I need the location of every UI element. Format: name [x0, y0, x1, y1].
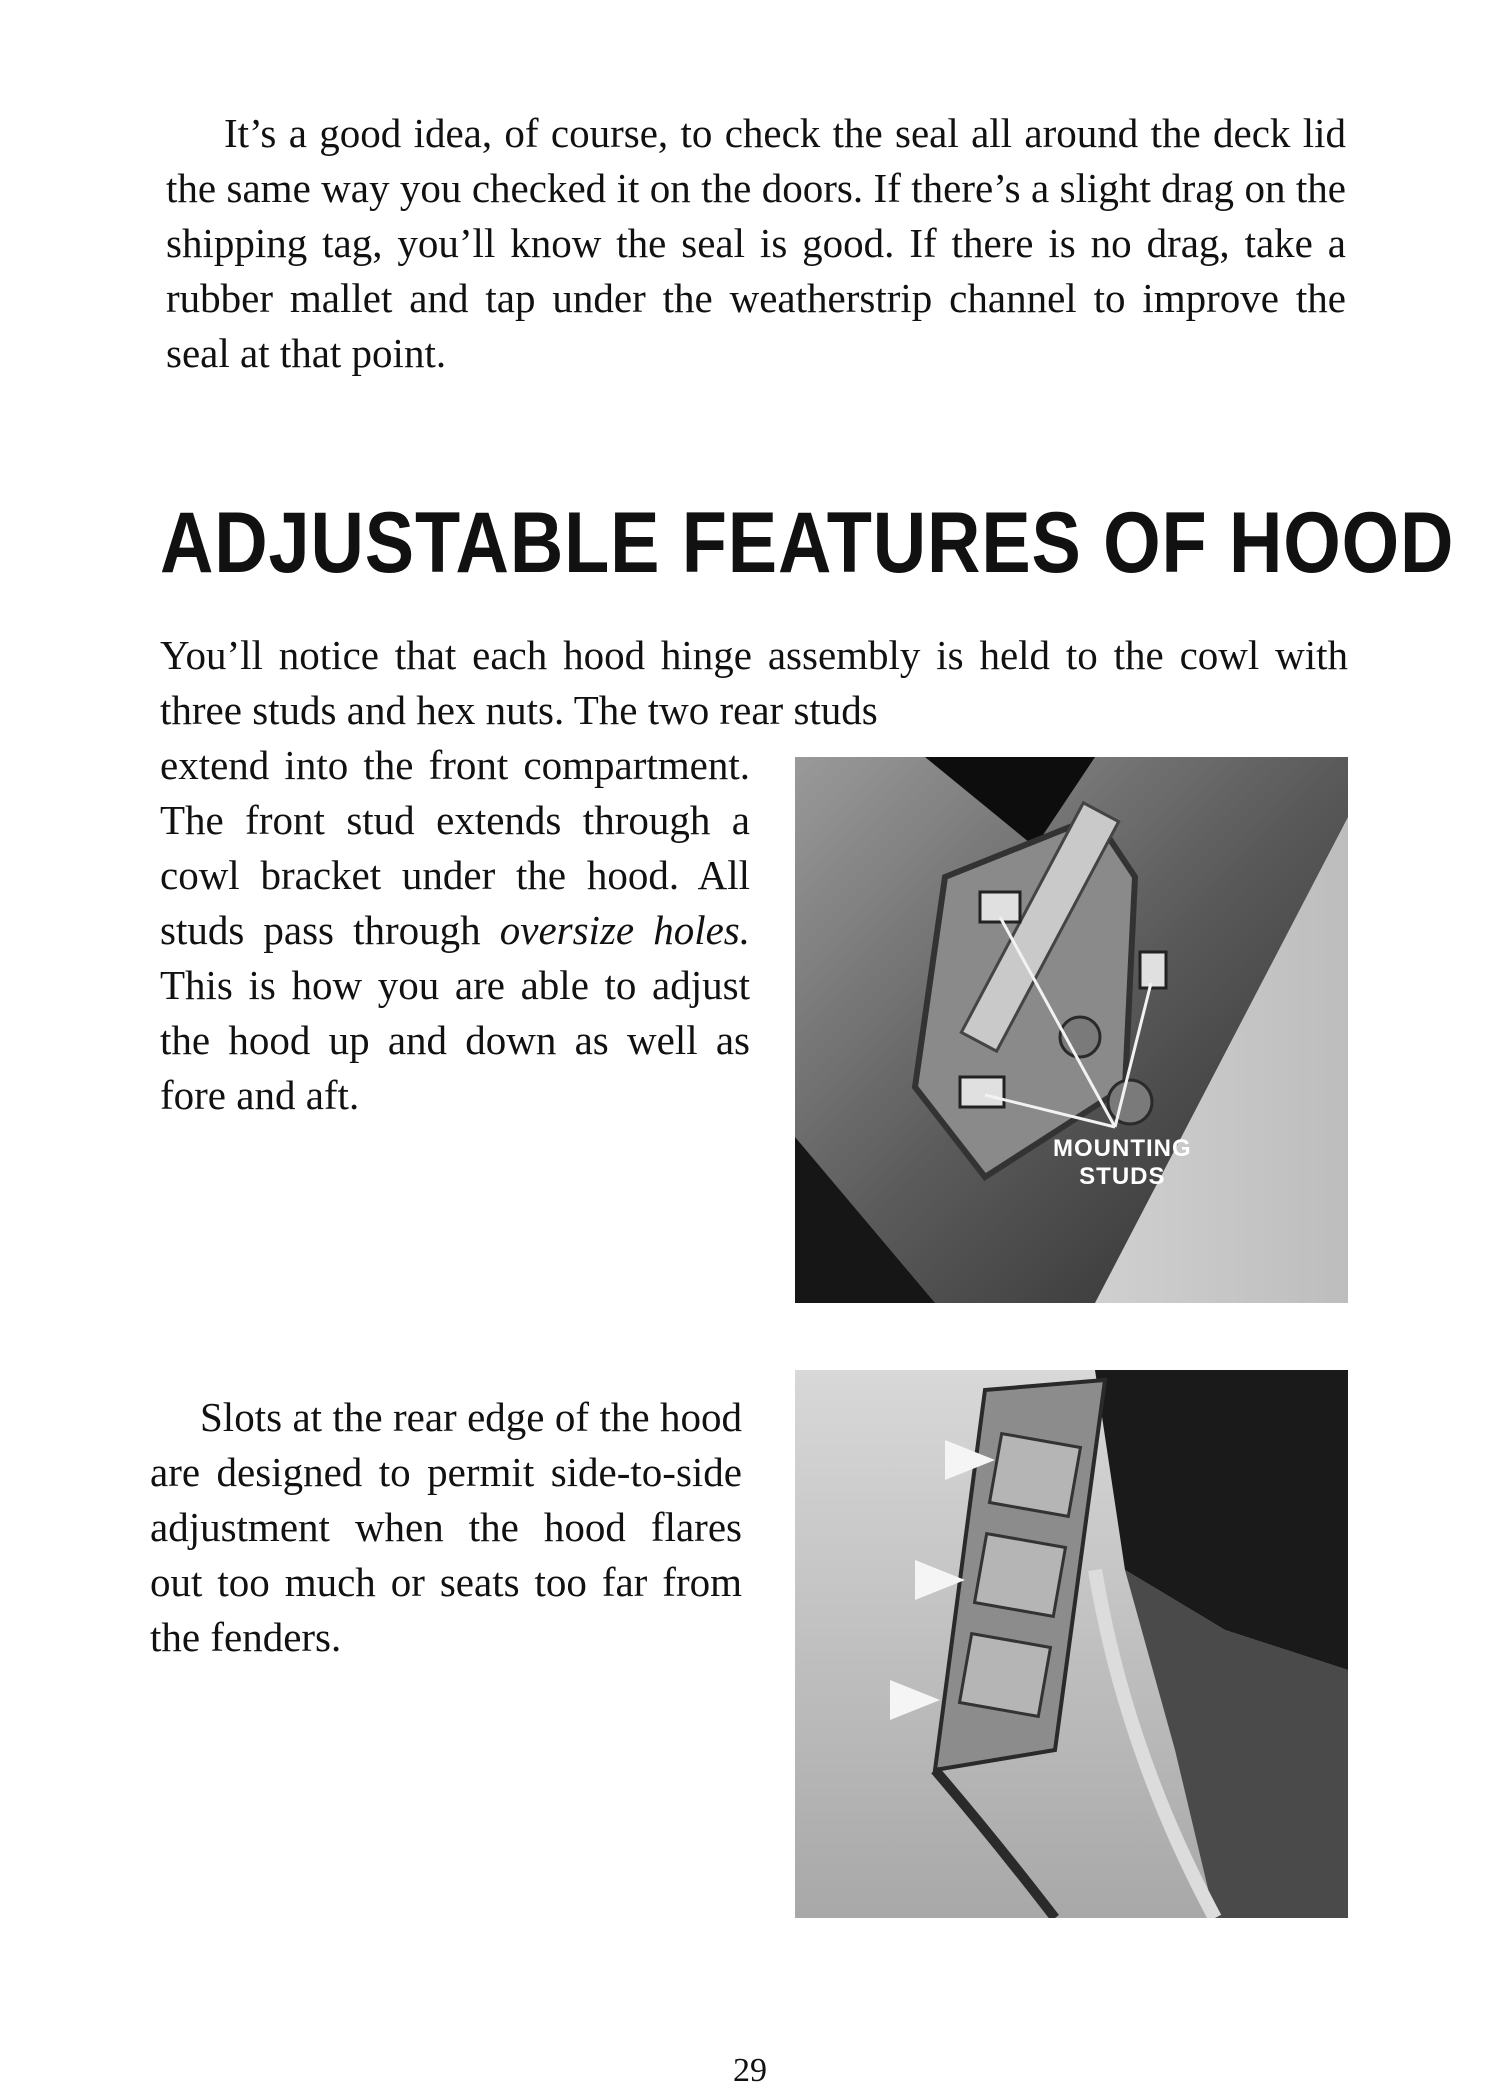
hood-rear-edge-slots-photo	[795, 1370, 1348, 1918]
mounting-studs-label-line1: MOUNTING	[1053, 1135, 1192, 1162]
oversize-holes-emphasis: oversize holes.	[499, 907, 750, 953]
hood-paragraph-top: You’ll notice that each hood hinge assembly is held to the cowl with three studs and hex nuts. The two rear studs	[160, 632, 1348, 733]
hood-paragraph-continued	[160, 738, 750, 1123]
mounting-studs-label-line2: STUDS	[1079, 1163, 1166, 1190]
hood-hinge-mounting-studs-photo	[795, 757, 1348, 1303]
hood-slots-illustration	[795, 1370, 1348, 1918]
hood-paragraph-text-1: extend into the front compartment. The front stud extends through a cowl bracket under the hood. All studs pass through	[160, 742, 750, 953]
section-heading: ADJUSTABLE FEATURES OF HOOD	[160, 495, 1455, 591]
hood-hinge-illustration	[795, 757, 1348, 1303]
intro-paragraph: It’s a good idea, of course, to check the seal all around the deck lid the same way you checked it on the doors. If there’s a slight drag on the shipping tag, you’ll know the seal is good. If there is no drag, take a rubber mallet and tap under the weatherstrip channel to improve the seal at that point.	[166, 110, 1346, 376]
hood-paragraph-text-2: This is how you are able to adjust the hood up and down as well as fore and aft.	[160, 962, 750, 1118]
mounting-studs-label	[1053, 1135, 1192, 1191]
page-number: 29	[733, 2052, 767, 2089]
slots-paragraph: Slots at the rear edge of the hood are designed to permit side-to-side adjustment when the hood flares out too much or seats too far from the fenders.	[150, 1394, 742, 1660]
